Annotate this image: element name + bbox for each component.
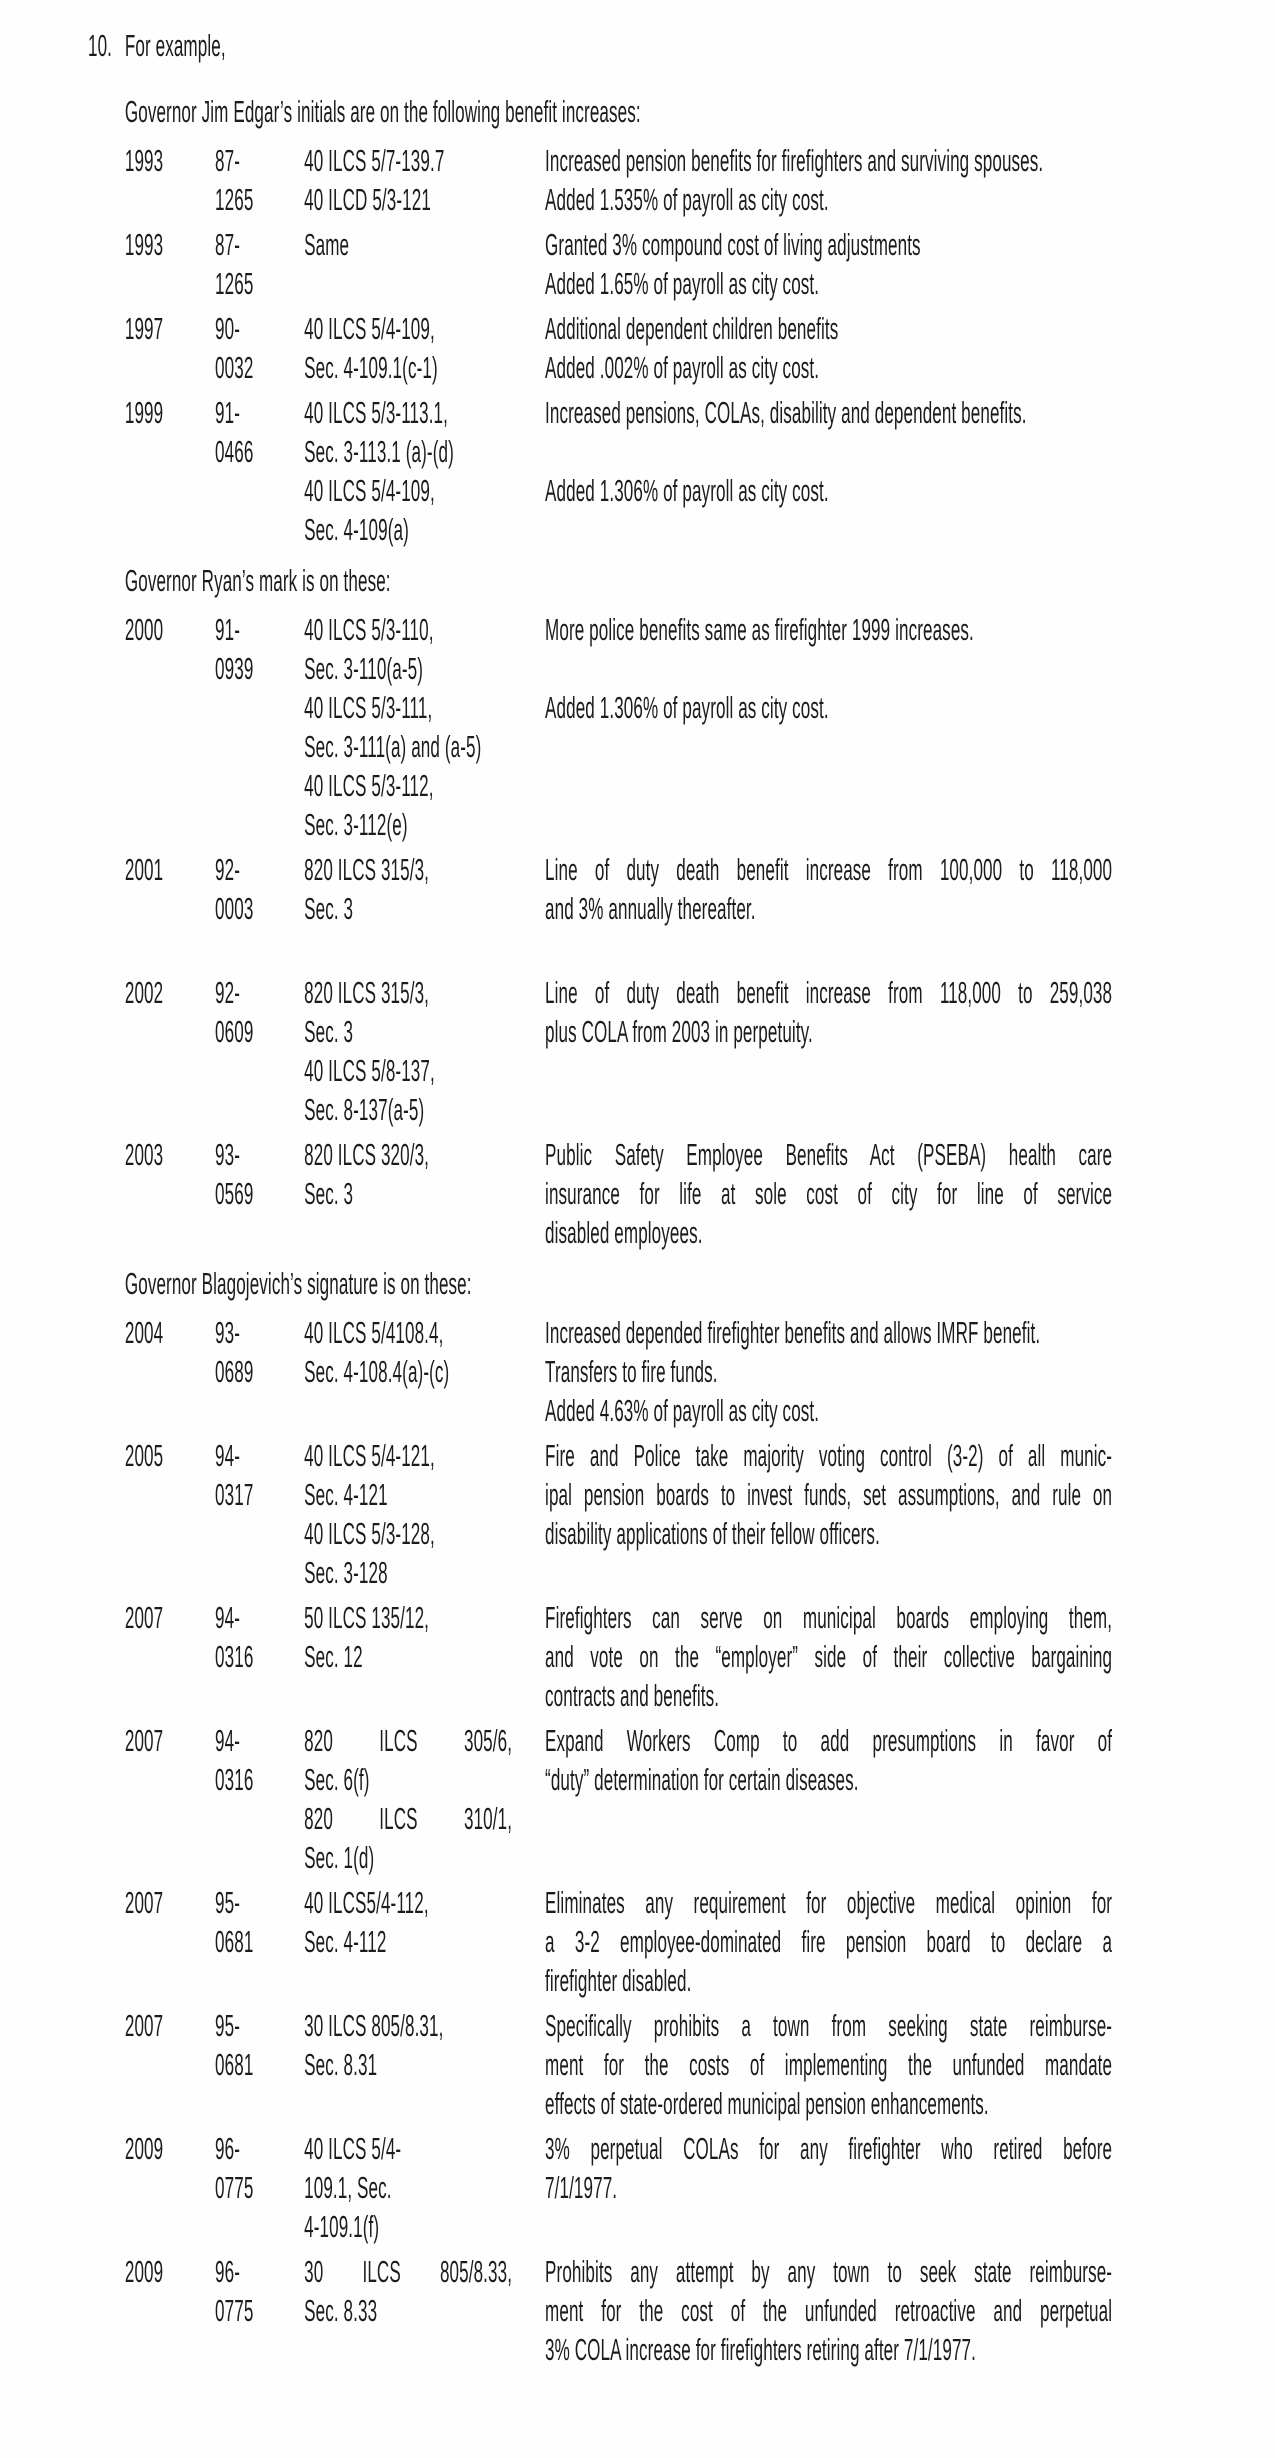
- text-line: disabled employees.: [545, 1215, 703, 1250]
- text-line: Specifically prohibits a town from seeking state reimburse-: [545, 2008, 1113, 2043]
- table-row: [125, 1313, 1275, 1430]
- text-line: 0316: [215, 1762, 254, 1797]
- text-line: Added 1.65% of payroll as city cost.: [545, 266, 820, 301]
- table-row: [125, 393, 1275, 549]
- text-line: 3% perpetual COLAs for any firefighter who retired before: [545, 2131, 1113, 2166]
- statute-citation-cell: [304, 2129, 545, 2246]
- text-line: 93-: [215, 1315, 241, 1350]
- text-line: Added 4.63% of payroll as city cost.: [545, 1393, 820, 1428]
- text-line: 91-: [215, 395, 241, 430]
- text-line: 96-: [215, 2254, 241, 2289]
- text-line: Sec. 4-109.1(c-1): [304, 350, 438, 385]
- text-line: Sec. 4-108.4(a)-(c): [304, 1354, 450, 1389]
- year-cell: [125, 2252, 215, 2291]
- description-cell: [545, 1313, 1112, 1430]
- statute-citation-cell: [304, 1313, 545, 1391]
- text-line: 40 ILCS 5/3-111,: [304, 690, 433, 725]
- public-act-cell: [215, 393, 304, 471]
- year-cell: [125, 1135, 215, 1174]
- text-line: 2007: [124, 1723, 164, 1758]
- blank-line: [545, 649, 1112, 688]
- text-line: 2009: [124, 2131, 164, 2166]
- year-cell: [125, 1883, 215, 1922]
- list-item: [88, 26, 1275, 65]
- text-line: 3% COLA increase for firefighters retiring after 7/1/1977.: [545, 2332, 977, 2367]
- section-heading: Governor Jim Edgar’s initials are on the following benefit increases:: [124, 94, 641, 129]
- text-line: Added .002% of payroll as city cost.: [545, 350, 820, 385]
- public-act-cell: [215, 1436, 304, 1514]
- description-cell: [545, 225, 1112, 303]
- table-row: [125, 2252, 1275, 2369]
- text-line: 2007: [124, 2008, 164, 2043]
- text-line: 0775: [215, 2170, 254, 2205]
- public-act-cell: [215, 225, 304, 303]
- text-line: Eliminates any requirement for objective medical opinion for: [545, 1885, 1113, 1920]
- text-line: Sec. 1(d): [304, 1840, 375, 1875]
- text-line: 1999: [124, 395, 164, 430]
- text-line: plus COLA from 2003 in perpetuity.: [545, 1014, 813, 1049]
- text-line: 0681: [215, 1924, 254, 1959]
- year-cell: [125, 850, 215, 889]
- text-line: Increased depended firefighter benefits and allows IMRF benefit.: [545, 1315, 1041, 1350]
- text-line: Public Safety Employee Benefits Act (PSEBA) health care: [545, 1137, 1113, 1172]
- text-line: 109.1, Sec.: [304, 2170, 392, 2205]
- statute-citation-cell: [304, 309, 545, 387]
- text-line: “duty” determination for certain diseases.: [545, 1762, 859, 1797]
- public-act-cell: [215, 1883, 304, 1961]
- text-line: 50 ILCS 135/12,: [304, 1600, 430, 1635]
- text-line: 30 ILCS 805/8.33,: [304, 2254, 513, 2289]
- text-line: 0939: [215, 651, 254, 686]
- text-line: Added 1.306% of payroll as city cost.: [545, 690, 829, 725]
- text-line: 40 ILCD 5/3-121: [304, 182, 431, 217]
- description-cell: [545, 1135, 1112, 1252]
- text-line: effects of state-ordered municipal pension enhancements.: [545, 2086, 989, 2121]
- text-line: Increased pensions, COLAs, disability and dependent benefits.: [545, 395, 1027, 430]
- text-line: insurance for life at sole cost of city for line of service: [545, 1176, 1113, 1211]
- text-line: 0316: [215, 1639, 254, 1674]
- text-line: Sec. 3-110(a-5): [304, 651, 424, 686]
- text-line: Prohibits any attempt by any town to seek state reimburse-: [545, 2254, 1113, 2289]
- text-line: Sec. 6(f): [304, 1762, 370, 1797]
- text-line: 96-: [215, 2131, 241, 2166]
- statute-citation-cell: [304, 610, 545, 844]
- statute-citation-cell: [304, 1135, 545, 1213]
- text-line: 0317: [215, 1477, 254, 1512]
- text-line: ment for the cost of the unfunded retroactive and perpetual: [545, 2293, 1113, 2328]
- text-line: 93-: [215, 1137, 241, 1172]
- text-line: 4-109.1(f): [304, 2209, 380, 2244]
- text-line: Added 1.306% of payroll as city cost.: [545, 473, 829, 508]
- text-line: 40 ILCS 5/4108.4,: [304, 1315, 444, 1350]
- text-line: Sec. 12: [304, 1639, 363, 1674]
- text-line: 0689: [215, 1354, 254, 1389]
- text-line: Increased pension benefits for firefighters and surviving spouses.: [545, 143, 1044, 178]
- text-line: Additional dependent children benefits: [545, 311, 839, 346]
- text-line: 94-: [215, 1600, 241, 1635]
- text-line: 95-: [215, 1885, 241, 1920]
- text-line: 94-: [215, 1723, 241, 1758]
- year-cell: [125, 393, 215, 432]
- text-line: 30 ILCS 805/8.31,: [304, 2008, 444, 2043]
- text-line: 0681: [215, 2047, 254, 2082]
- text-line: 40 ILCS 5/3-113.1,: [304, 395, 448, 430]
- text-line: 40 ILCS 5/4-: [304, 2131, 402, 2166]
- text-line: 0032: [215, 350, 254, 385]
- text-line: 92-: [215, 975, 241, 1010]
- section-heading: Governor Blagojevich’s signature is on these:: [124, 1266, 472, 1301]
- text-line: 820 ILCS 305/6,: [304, 1723, 513, 1758]
- year-cell: [125, 1598, 215, 1637]
- text-line: 2009: [124, 2254, 164, 2289]
- text-line: 1265: [215, 182, 254, 217]
- description-cell: [545, 393, 1112, 510]
- public-act-cell: [215, 1721, 304, 1799]
- public-act-cell: [215, 1313, 304, 1391]
- year-cell: [125, 973, 215, 1012]
- text-line: contracts and benefits.: [545, 1678, 720, 1713]
- public-act-cell: [215, 1135, 304, 1213]
- description-cell: [545, 610, 1112, 727]
- text-line: Added 1.535% of payroll as city cost.: [545, 182, 829, 217]
- text-line: and 3% annually thereafter.: [545, 891, 756, 926]
- text-line: 40 ILCS 5/7-139.7: [304, 143, 445, 178]
- text-line: 2002: [124, 975, 164, 1010]
- table-row: [125, 309, 1275, 387]
- text-line: Transfers to fire funds.: [545, 1354, 718, 1389]
- text-line: 94-: [215, 1438, 241, 1473]
- section-heading: Governor Ryan’s mark is on these:: [124, 563, 391, 598]
- text-line: 2001: [124, 852, 164, 887]
- public-act-cell: [215, 850, 304, 928]
- text-line: 87-: [215, 227, 241, 262]
- text-line: 2005: [124, 1438, 164, 1473]
- text-line: 40 ILCS 5/4-121,: [304, 1438, 435, 1473]
- text-line: 40 ILCS 5/4-109,: [304, 473, 435, 508]
- text-line: 0775: [215, 2293, 254, 2328]
- statute-citation-cell: [304, 1436, 545, 1592]
- year-cell: [125, 1721, 215, 1760]
- text-line: 1993: [124, 143, 164, 178]
- text-line: 0466: [215, 434, 254, 469]
- text-line: 0569: [215, 1176, 254, 1211]
- statute-citation-cell: [304, 2006, 545, 2084]
- description-cell: [545, 973, 1112, 1051]
- text-line: Sec. 4-112: [304, 1924, 387, 1959]
- year-cell: [125, 2006, 215, 2045]
- statute-citation-cell: [304, 225, 545, 264]
- table-row: [125, 1598, 1275, 1715]
- text-line: Expand Workers Comp to add presumptions in favor of: [545, 1723, 1113, 1758]
- text-line: Sec. 3-113.1 (a)-(d): [304, 434, 454, 469]
- text-line: Sec. 3: [304, 1176, 354, 1211]
- statute-citation-cell: [304, 2252, 545, 2330]
- table-row: [125, 2006, 1275, 2123]
- public-act-cell: [215, 2252, 304, 2330]
- description-cell: [545, 141, 1112, 219]
- text-line: 2000: [124, 612, 164, 647]
- text-line: disability applications of their fellow officers.: [545, 1516, 880, 1551]
- description-cell: [545, 2006, 1112, 2123]
- statute-citation-cell: [304, 393, 545, 549]
- text-line: 40 ILCS 5/3-128,: [304, 1516, 435, 1551]
- statute-citation-cell: [304, 1883, 545, 1961]
- blank-line: [545, 432, 1112, 471]
- table-row: [125, 1721, 1275, 1877]
- text-line: Sec. 3-128: [304, 1555, 388, 1590]
- table-row: [125, 1883, 1275, 2000]
- text-line: ment for the costs of implementing the unfunded mandate: [545, 2047, 1113, 2082]
- text-line: Sec. 8-137(a-5): [304, 1092, 425, 1127]
- text-line: Same: [304, 227, 350, 262]
- text-line: Firefighters can serve on municipal boards employing them,: [545, 1600, 1113, 1635]
- text-line: Granted 3% compound cost of living adjustments: [545, 227, 921, 262]
- table-row: [125, 973, 1275, 1129]
- statute-citation-cell: [304, 1598, 545, 1676]
- text-line: Sec. 4-121: [304, 1477, 388, 1512]
- benefit-increase-table: [125, 92, 1275, 2369]
- table-row: [125, 610, 1275, 844]
- description-cell: [545, 2252, 1112, 2369]
- text-line: 87-: [215, 143, 241, 178]
- public-act-cell: [215, 1598, 304, 1676]
- text-line: 0003: [215, 891, 254, 926]
- text-line: 92-: [215, 852, 241, 887]
- text-line: Fire and Police take majority voting control (3-2) of all munic-: [545, 1438, 1113, 1473]
- statute-citation-cell: [304, 1721, 545, 1877]
- public-act-cell: [215, 610, 304, 688]
- description-cell: [545, 850, 1112, 967]
- text-line: Sec. 8.31: [304, 2047, 378, 2082]
- description-cell: [545, 1598, 1112, 1715]
- statute-citation-cell: [304, 141, 545, 219]
- text-line: 40 ILCS 5/3-110,: [304, 612, 434, 647]
- text-line: 0609: [215, 1014, 254, 1049]
- text-line: 40 ILCS 5/8-137,: [304, 1053, 435, 1088]
- public-act-cell: [215, 309, 304, 387]
- table-row: [125, 1436, 1275, 1592]
- text-line: 90-: [215, 311, 241, 346]
- text-line: 1997: [124, 311, 164, 346]
- text-line: 40 ILCS 5/4-109,: [304, 311, 435, 346]
- table-row: [125, 141, 1275, 219]
- text-line: 95-: [215, 2008, 241, 2043]
- description-cell: [545, 1721, 1112, 1799]
- text-line: Sec. 3: [304, 891, 354, 926]
- table-row: [125, 225, 1275, 303]
- text-line: Sec. 3: [304, 1014, 354, 1049]
- text-line: Sec. 4-109(a): [304, 512, 409, 547]
- blank-line: [545, 928, 1112, 967]
- description-cell: [545, 1436, 1112, 1553]
- statute-citation-cell: [304, 850, 545, 928]
- year-cell: [125, 2129, 215, 2168]
- description-cell: [545, 309, 1112, 387]
- year-cell: [125, 610, 215, 649]
- text-line: 40 ILCS 5/3-112,: [304, 768, 434, 803]
- item-number: 10.: [88, 28, 113, 63]
- text-line: 91-: [215, 612, 241, 647]
- year-cell: [125, 309, 215, 348]
- table-row: [125, 1135, 1275, 1252]
- statute-citation-cell: [304, 973, 545, 1129]
- text-line: Sec. 3-112(e): [304, 807, 408, 842]
- text-line: 7/1/1977.: [545, 2170, 618, 2205]
- year-cell: [125, 1313, 215, 1352]
- public-act-cell: [215, 973, 304, 1051]
- text-line: 820 ILCS 320/3,: [304, 1137, 430, 1172]
- text-line: firefighter disabled.: [545, 1963, 692, 1998]
- text-line: 2007: [124, 1600, 164, 1635]
- description-cell: [545, 2129, 1112, 2207]
- year-cell: [125, 225, 215, 264]
- text-line: Sec. 3-111(a) and (a-5): [304, 729, 482, 764]
- text-line: 1993: [124, 227, 164, 262]
- table-row: [125, 850, 1275, 967]
- year-cell: [125, 141, 215, 180]
- public-act-cell: [215, 141, 304, 219]
- text-line: ipal pension boards to invest funds, set assumptions, and rule on: [545, 1477, 1113, 1512]
- text-line: 820 ILCS 315/3,: [304, 975, 430, 1010]
- text-line: 40 ILCS5/4-112,: [304, 1885, 429, 1920]
- text-line: 820 ILCS 310/1,: [304, 1801, 513, 1836]
- text-line: 820 ILCS 315/3,: [304, 852, 430, 887]
- item-text: For example,: [124, 28, 226, 63]
- text-line: More police benefits same as firefighter 1999 increases.: [545, 612, 974, 647]
- public-act-cell: [215, 2129, 304, 2207]
- text-line: 1265: [215, 266, 254, 301]
- text-line: and vote on the “employer” side of their collective bargaining: [545, 1639, 1113, 1674]
- text-line: Line of duty death benefit increase from 118,000 to 259,038: [545, 975, 1113, 1010]
- year-cell: [125, 1436, 215, 1475]
- text-line: 2004: [124, 1315, 164, 1350]
- public-act-cell: [215, 2006, 304, 2084]
- text-line: 2007: [124, 1885, 164, 1920]
- table-row: [125, 2129, 1275, 2246]
- text-line: 2003: [124, 1137, 164, 1172]
- text-line: Sec. 8.33: [304, 2293, 378, 2328]
- description-cell: [545, 1883, 1112, 2000]
- text-line: Line of duty death benefit increase from 100,000 to 118,000: [545, 852, 1113, 887]
- text-line: a 3-2 employee-dominated fire pension board to declare a: [545, 1924, 1113, 1959]
